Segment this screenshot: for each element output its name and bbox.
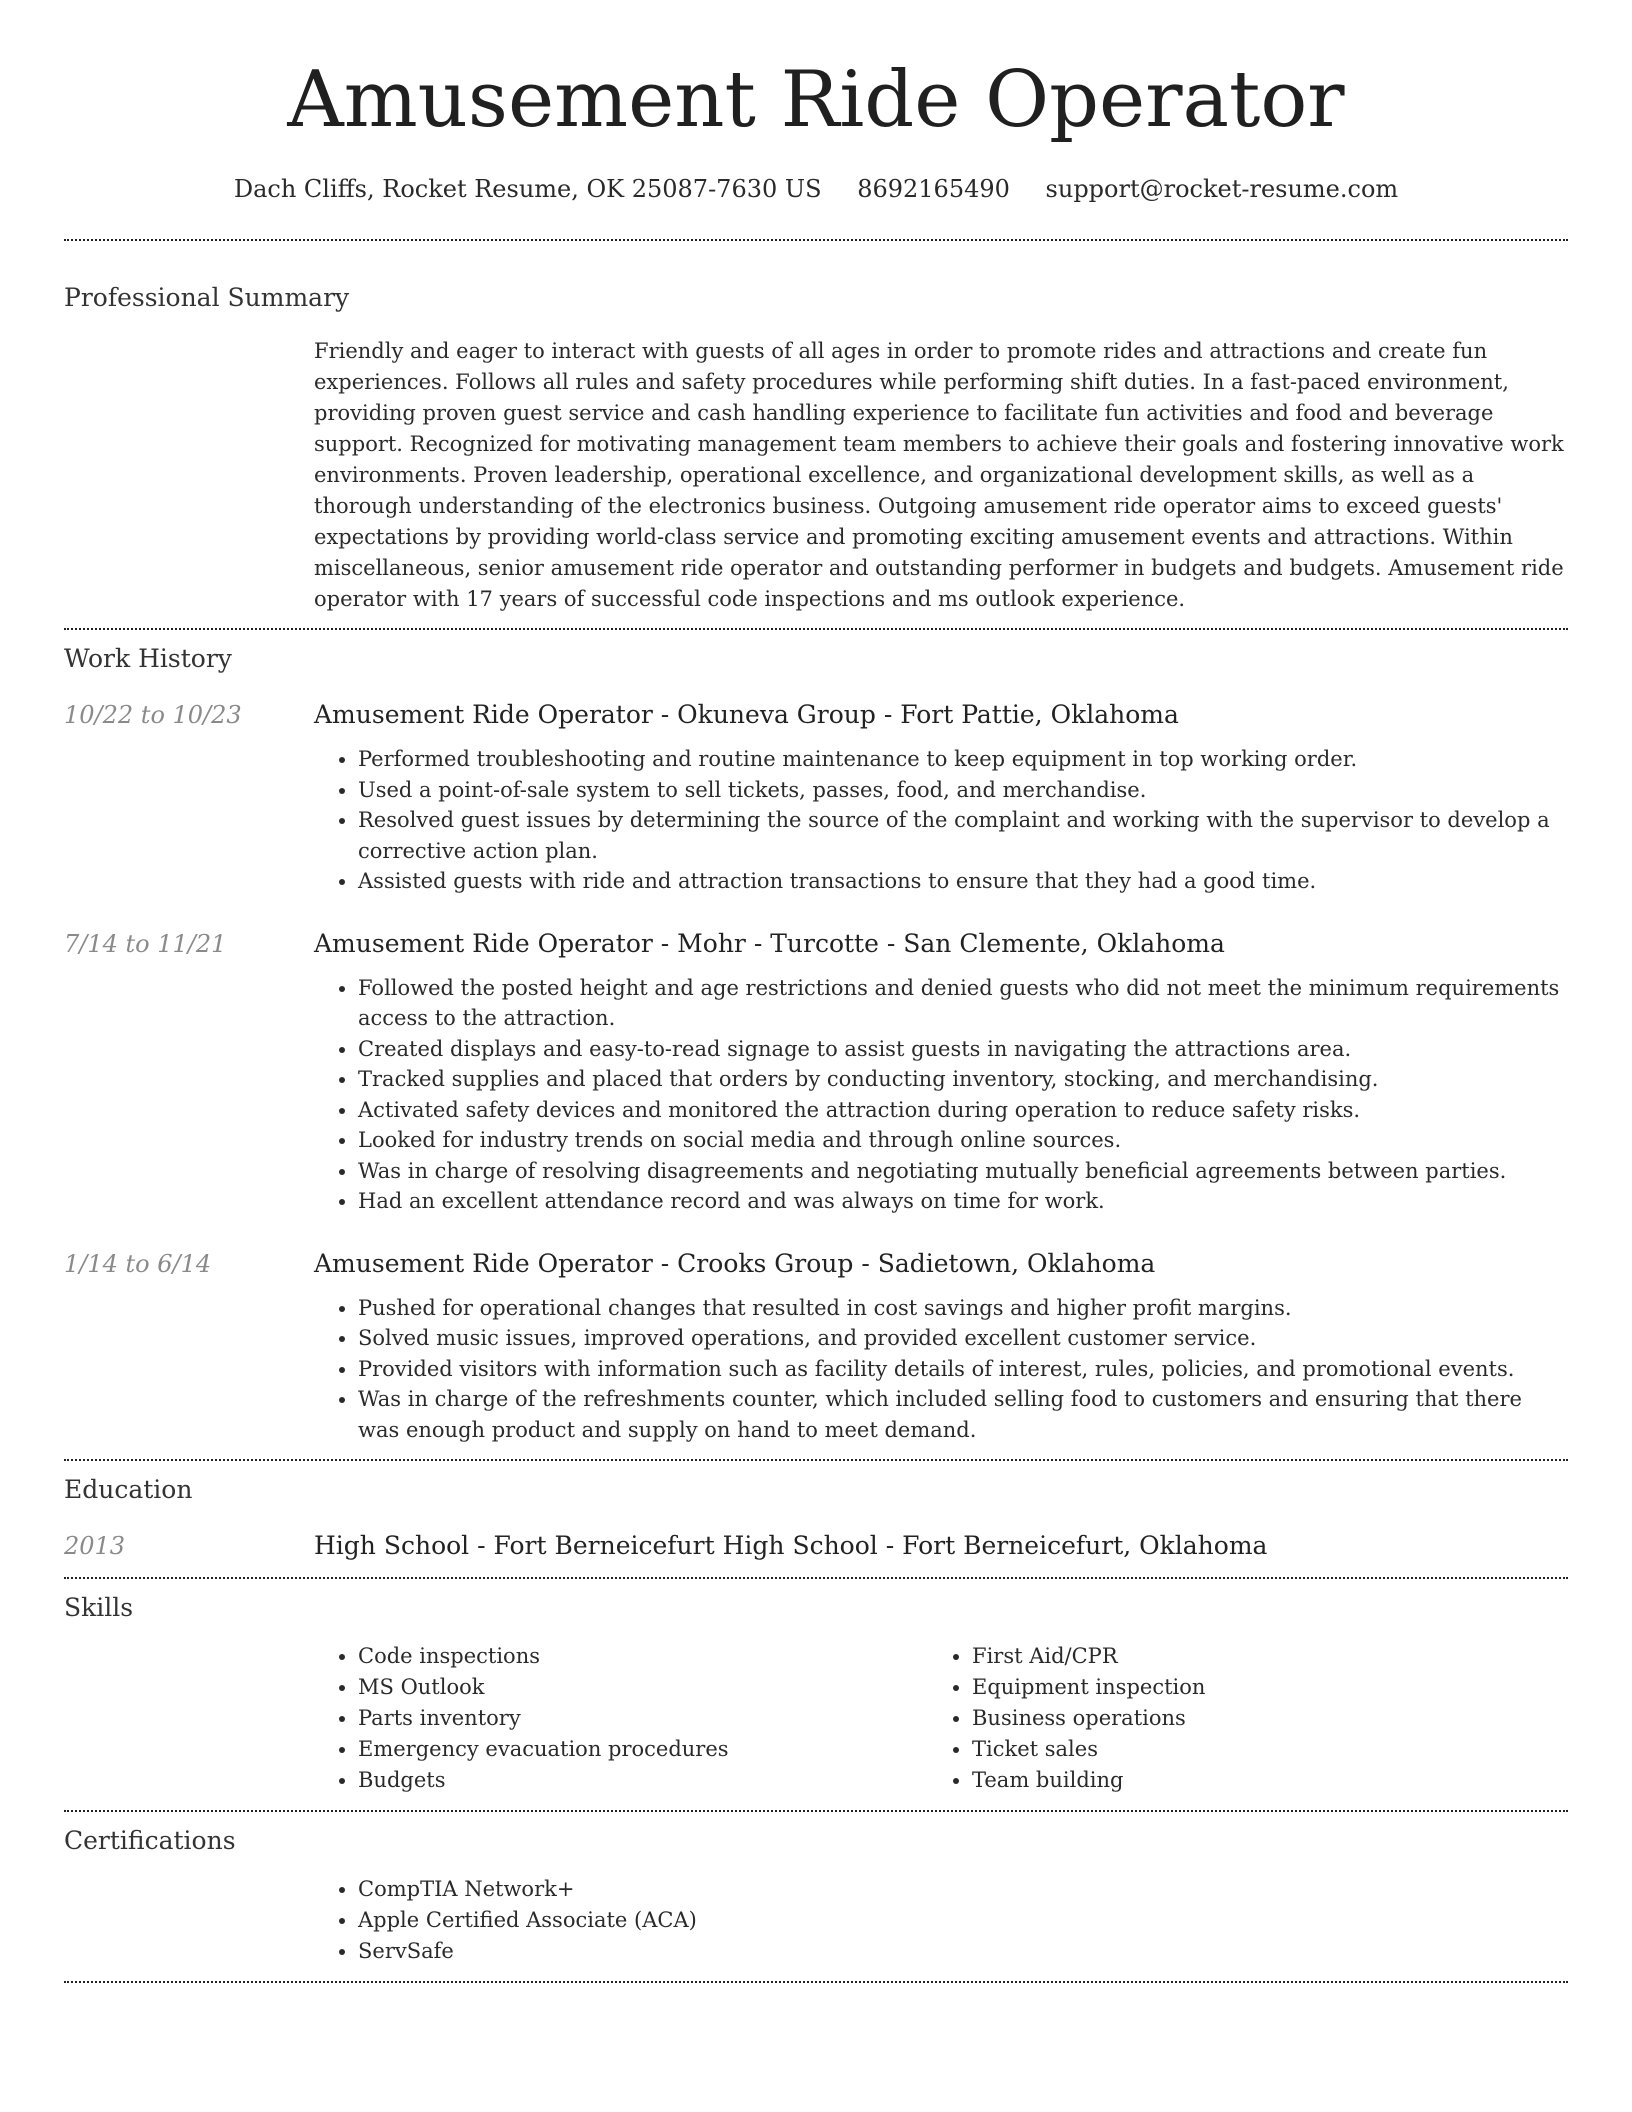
skill-item: • First Aid/CPR <box>972 1641 1542 1672</box>
job-bullet: • Created displays and easy-to-read signage to assist guests in navigating the attractions area. <box>358 1034 1568 1065</box>
skill-item: • Budgets <box>358 1765 928 1796</box>
job-dates: 10/22 to 10/23 <box>64 701 242 729</box>
divider <box>64 239 1568 241</box>
job-heading: Amusement Ride Operator - Mohr - Turcotte - San Clemente, Oklahoma <box>314 928 1225 958</box>
certifications-title: Certifications <box>64 1826 236 1855</box>
job-bullet: • Followed the posted height and age restrictions and denied guests who did not meet the minimum requirements access to the attraction. <box>358 973 1568 1034</box>
contact-line <box>64 172 1568 206</box>
job-entry <box>64 698 1568 897</box>
work-history-section <box>64 630 1568 1459</box>
job-bullet: • Solved music issues, improved operations, and provided excellent customer service. <box>358 1323 1568 1354</box>
skill-item: • Parts inventory <box>358 1703 928 1734</box>
skills-list-right <box>928 1641 1542 1796</box>
job-heading: Amusement Ride Operator - Crooks Group - Sadietown, Oklahoma <box>314 1248 1156 1278</box>
contact-phone: 8692165490 <box>857 175 1010 203</box>
resume-page <box>64 0 1568 1983</box>
certifications-list <box>314 1874 928 1967</box>
job-dates: 7/14 to 11/21 <box>64 929 227 958</box>
job-bullet: • Was in charge of the refreshments counter, which included selling food to customers and ensuring that there was enough product and supply on hand to meet demand. <box>358 1384 1568 1445</box>
job-bullets <box>314 973 1568 1217</box>
job-dates: 1/14 to 6/14 <box>64 1249 212 1278</box>
job-bullet: • Performed troubleshooting and routine maintenance to keep equipment in top working order. <box>358 744 1568 775</box>
contact-email: support@rocket-resume.com <box>1045 175 1399 203</box>
certification-item: • CompTIA Network+ <box>358 1874 928 1905</box>
skills-list-left <box>314 1641 928 1796</box>
education-section <box>64 1461 1568 1577</box>
job-bullet: • Had an excellent attendance record and was always on time for work. <box>358 1186 1568 1217</box>
job-entry <box>64 927 1568 1217</box>
job-bullet: • Looked for industry trends on social media and through online sources. <box>358 1125 1568 1156</box>
skills-grid <box>314 1641 1568 1810</box>
job-bullet: • Resolved guest issues by determining the source of the complaint and working with the supervisor to develop a corrective action plan. <box>358 805 1568 866</box>
education-heading: High School - Fort Berneicefurt High School - Fort Berneicefurt, Oklahoma <box>314 1531 1268 1560</box>
skills-section <box>64 1579 1568 1810</box>
skill-item: • Code inspections <box>358 1641 928 1672</box>
divider <box>64 1981 1568 1983</box>
certification-item: • ServSafe <box>358 1936 928 1967</box>
certification-item: • Apple Certified Associate (ACA) <box>358 1905 928 1936</box>
summary-title: Professional Summary <box>64 283 350 312</box>
job-bullets <box>314 744 1568 897</box>
summary-text: Friendly and eager to interact with guests of all ages in order to promote rides and attractions and create fun experiences. Follows all rules and safety procedures while performing shift duties. In a fast-paced environment, providing proven guest service and cash handling experience to facilitate fun activities and food and beverage support. Recognized for motivating management team members to achieve their goals and fostering innovative work environments. Proven leadership, operational excellence, and organizational development skills, as well as a thorough understanding of the electronics business. Outgoing amusement ride operator aims to exceed guests' expectations by providing world-class service and promoting exciting amusement events and attractions. Within miscellaneous, senior amusement ride operator and outstanding performer in budgets and budgets. Amusement ride operator with 17 years of successful code inspections and ms outlook experience. <box>314 339 1564 611</box>
skill-item: • MS Outlook <box>358 1672 928 1703</box>
job-bullet: • Was in charge of resolving disagreements and negotiating mutually beneficial agreements between parties. <box>358 1156 1568 1187</box>
candidate-name: Amusement Ride Operator <box>287 55 1345 145</box>
job-bullet: • Activated safety devices and monitored the attraction during operation to reduce safety risks. <box>358 1095 1568 1126</box>
skills-title: Skills <box>64 1593 134 1622</box>
education-title: Education <box>64 1475 193 1504</box>
job-bullet: • Assisted guests with ride and attraction transactions to ensure that they had a good time. <box>358 866 1568 897</box>
job-heading: Amusement Ride Operator - Okuneva Group - Fort Pattie, Oklahoma <box>314 700 1179 729</box>
job-bullet: • Provided visitors with information such as facility details of interest, rules, policies, and promotional events. <box>358 1354 1568 1385</box>
skill-item: • Team building <box>972 1765 1542 1796</box>
job-entry <box>64 1247 1568 1460</box>
certifications-section <box>64 1812 1568 1981</box>
job-bullet: • Tracked supplies and placed that orders by conducting inventory, stocking, and merchandising. <box>358 1064 1568 1095</box>
skill-item: • Emergency evacuation procedures <box>358 1734 928 1765</box>
job-bullet: • Pushed for operational changes that resulted in cost savings and higher profit margins. <box>358 1293 1568 1324</box>
work-history-title: Work History <box>64 644 232 673</box>
job-bullets <box>314 1293 1568 1446</box>
skill-item: • Equipment inspection <box>972 1672 1542 1703</box>
summary-section <box>64 281 1568 628</box>
skill-item: • Ticket sales <box>972 1734 1542 1765</box>
education-year: 2013 <box>64 1532 126 1560</box>
skill-item: • Business operations <box>972 1703 1542 1734</box>
contact-address: Dach Cliffs, Rocket Resume, OK 25087-7630 US <box>233 175 822 203</box>
job-bullet: • Used a point-of-sale system to sell tickets, passes, food, and merchandise. <box>358 775 1568 806</box>
certifications-grid <box>314 1874 1568 1981</box>
